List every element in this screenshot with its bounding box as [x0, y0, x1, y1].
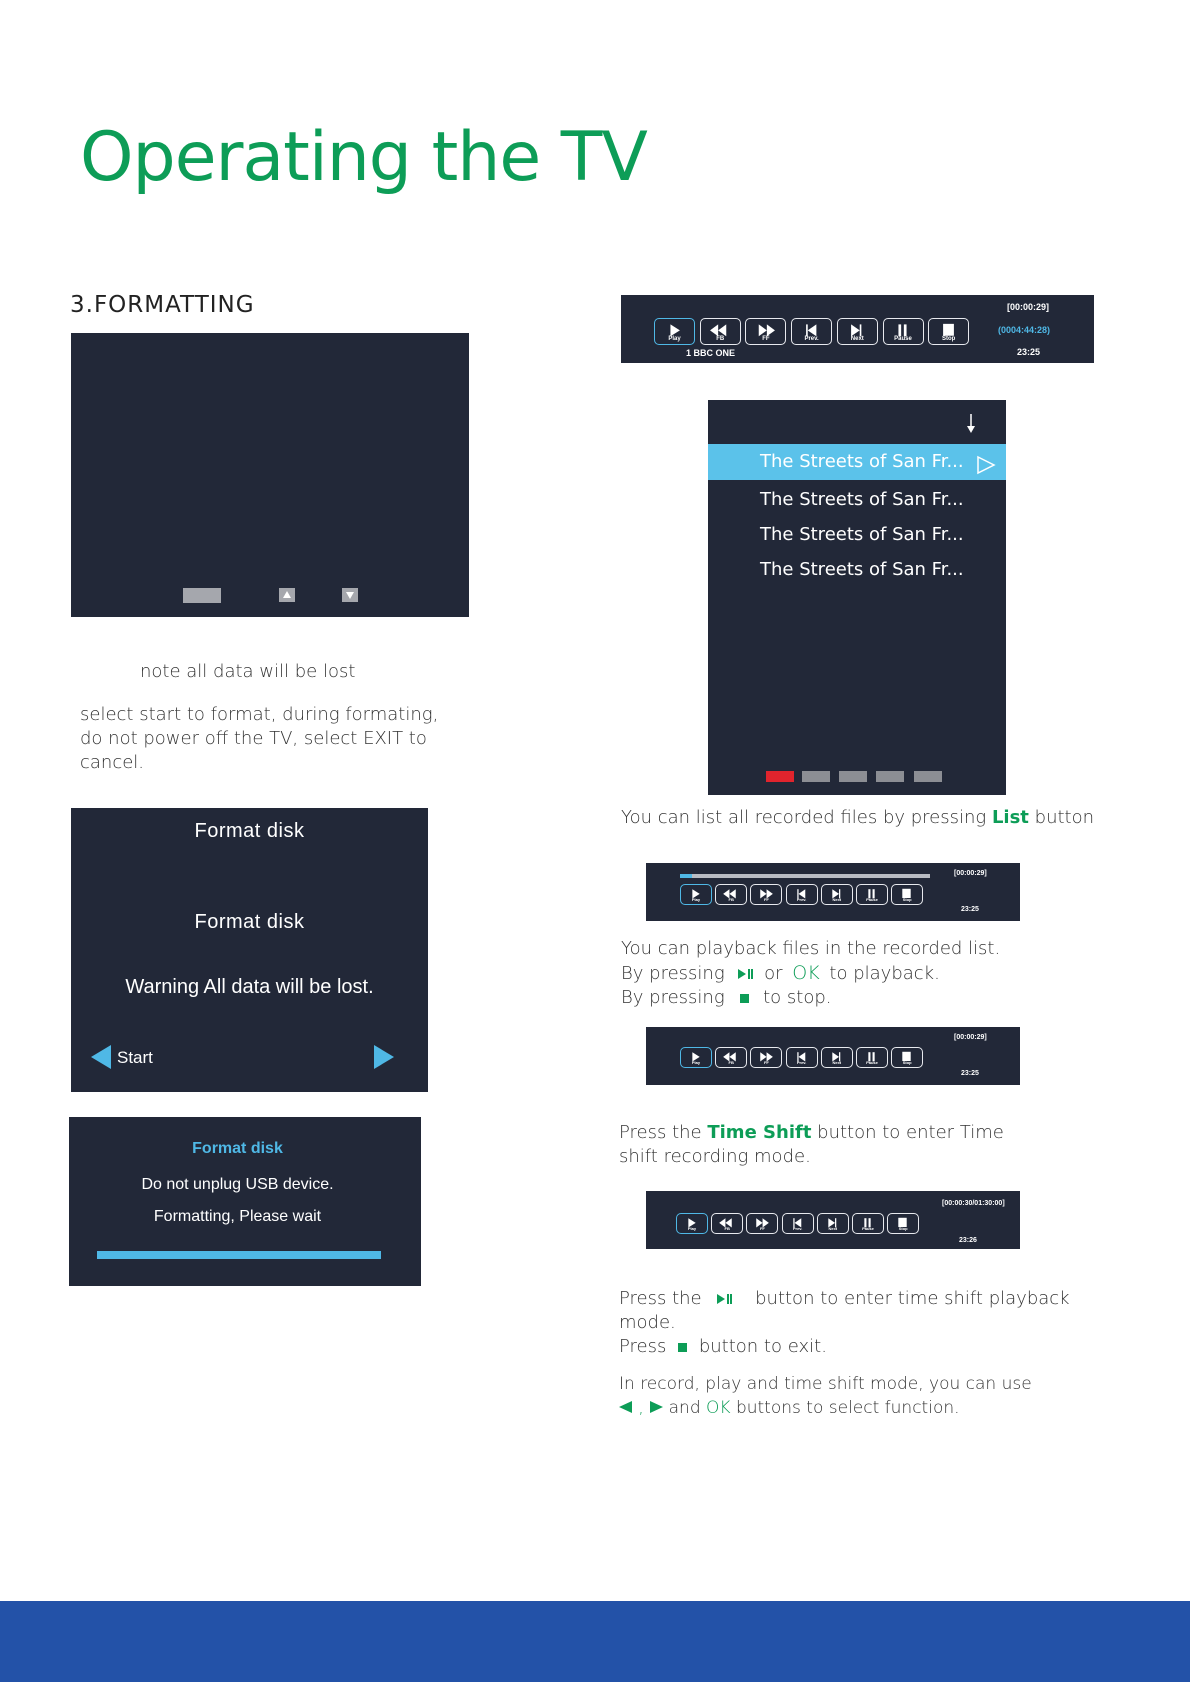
fb-button[interactable] — [715, 1047, 747, 1068]
format-note: note all data will be lost — [140, 661, 356, 682]
button-label: Pause — [866, 897, 878, 902]
progress-bar-fill — [97, 1251, 381, 1259]
color-key-red[interactable] — [766, 771, 794, 782]
list-caption — [621, 806, 1121, 830]
button-label: FF — [763, 897, 769, 902]
stop-button[interactable] — [891, 884, 923, 905]
timeshift-instructions — [619, 1121, 1039, 1169]
button-label: Prev. — [804, 336, 819, 342]
total-duration: (0004:44:28) — [998, 325, 1051, 335]
next-button[interactable] — [821, 884, 853, 905]
color-key-3[interactable] — [839, 771, 867, 782]
color-key-4[interactable] — [876, 771, 904, 782]
button-label: Next — [850, 336, 864, 342]
recorded-file-title: The Streets of San Fr... — [760, 489, 964, 510]
right-key-icon — [649, 1396, 663, 1420]
button-label: Pause — [862, 1226, 874, 1231]
playback-bar-3 — [646, 1027, 1020, 1085]
list-caption-after: button — [1028, 807, 1095, 828]
recorded-file-title: The Streets of San Fr... — [760, 559, 964, 580]
seek-track — [680, 874, 930, 878]
stop-button[interactable] — [928, 318, 969, 345]
play-pause-icon — [738, 962, 758, 986]
timeshift-a: Press the — [619, 1122, 708, 1143]
button-label: Pause — [894, 336, 912, 342]
playback-line1: You can playback files in the recorded list. — [621, 938, 1001, 959]
ff-button[interactable] — [746, 1213, 778, 1234]
prev-button[interactable] — [782, 1213, 814, 1234]
stop-button[interactable] — [891, 1047, 923, 1068]
channel-label: 1 BBC ONE — [686, 348, 736, 358]
page-title: Operating the TV — [80, 118, 647, 197]
button-label: FB — [728, 1060, 734, 1065]
button-label: Next — [832, 1060, 842, 1065]
playback-line2 — [621, 961, 1081, 986]
button-label: FF — [763, 1060, 769, 1065]
elapsed-time-2: [00:00:29] — [954, 870, 987, 877]
button-label: FB — [716, 336, 725, 342]
start-button[interactable]: Start — [117, 1048, 153, 1067]
recorded-file-title: The Streets of San Fr... — [760, 451, 964, 472]
button-label: Stop — [902, 1060, 912, 1065]
play-button[interactable] — [654, 318, 695, 345]
clock-4: 23:26 — [959, 1237, 977, 1244]
fb-button[interactable] — [700, 318, 741, 345]
mode-line1: In record, play and time shift mode, you can use — [619, 1374, 1032, 1394]
right-arrow-icon[interactable] — [372, 1045, 394, 1074]
stop-button[interactable] — [887, 1213, 919, 1234]
page-footer — [0, 1601, 1190, 1682]
fb-button[interactable] — [711, 1213, 743, 1234]
dialog-subtitle: Format disk — [194, 911, 305, 933]
recorded-file-item[interactable] — [708, 444, 1006, 480]
dialog-title: Format disk — [194, 820, 305, 842]
timeshift-time: [00:00:30/01:30:00] — [942, 1200, 1005, 1207]
playback-bar-4 — [646, 1191, 1020, 1249]
fb-button[interactable] — [715, 884, 747, 905]
list-caption-before: You can list all recorded files by pressing — [621, 807, 992, 828]
formatting-progress-dialog — [69, 1117, 421, 1286]
playback-line2-or: or — [764, 963, 783, 984]
mode-and: and — [668, 1398, 701, 1418]
next-button[interactable] — [821, 1047, 853, 1068]
format-disk-dialog — [71, 808, 428, 1092]
prev-button[interactable] — [786, 884, 818, 905]
color-key-5[interactable] — [914, 771, 942, 782]
elapsed-time: [00:00:29] — [1007, 302, 1050, 312]
screen-button[interactable] — [183, 588, 221, 603]
stop-icon-2 — [678, 1343, 687, 1352]
pause-button[interactable] — [852, 1213, 884, 1234]
button-label: FF — [759, 1226, 765, 1231]
clock-3: 23:25 — [961, 1070, 979, 1077]
left-key-icon — [619, 1396, 633, 1420]
tsp-line2: mode. — [619, 1312, 676, 1333]
recorded-file-item[interactable] — [708, 482, 1006, 518]
progress-line1: Do not unplug USB device. — [141, 1176, 334, 1193]
elapsed-time-3: [00:00:29] — [954, 1034, 987, 1041]
button-label: Stop — [902, 897, 912, 902]
button-label: FF — [762, 336, 770, 342]
seek-fill — [680, 874, 692, 878]
clock: 23:25 — [1017, 347, 1041, 357]
button-label: Stop — [942, 336, 956, 342]
playback-line2-a: By pressing — [621, 963, 725, 984]
stop-icon — [740, 994, 749, 1003]
ok-key-label-2: OK — [706, 1398, 731, 1418]
ok-key-label: OK — [792, 962, 820, 984]
button-label: Prev. — [796, 1060, 807, 1065]
up-arrow-icon[interactable] — [279, 588, 295, 602]
tsp-line3 — [619, 1335, 1079, 1359]
tsp-line1-a: Press the — [619, 1288, 702, 1309]
button-label: Stop — [898, 1226, 908, 1231]
button-label: Play — [687, 1226, 697, 1231]
playback-line2-b: to playback. — [829, 963, 940, 984]
prev-button[interactable] — [791, 318, 832, 345]
tsp-line1 — [619, 1287, 1079, 1311]
playback-bar — [621, 295, 1094, 363]
playback-line3-b: to stop. — [763, 987, 832, 1008]
pause-button[interactable] — [883, 318, 924, 345]
button-label: Next — [828, 1226, 838, 1231]
play-pause-icon-2 — [717, 1287, 737, 1311]
ff-button[interactable] — [750, 1047, 782, 1068]
playback-line3-a: By pressing — [621, 987, 725, 1008]
ff-button[interactable] — [745, 318, 786, 345]
playback-line3 — [621, 986, 1081, 1010]
play-button[interactable] — [676, 1213, 708, 1234]
play-button[interactable] — [680, 1047, 712, 1068]
color-key-2[interactable] — [802, 771, 830, 782]
format-text: select start to format, during formating, do not power off the TV, select EXIT to cancel. — [80, 704, 439, 773]
button-label: Next — [832, 897, 842, 902]
recorded-file-item[interactable] — [708, 552, 1006, 588]
list-keyword: List — [991, 807, 1029, 828]
ff-button[interactable] — [750, 884, 782, 905]
button-label: Prev. — [796, 897, 807, 902]
recorded-file-title: The Streets of San Fr... — [760, 524, 964, 545]
format-screen — [71, 333, 469, 617]
tsp-line1-b: button to enter time shift playback — [755, 1288, 1070, 1309]
pause-button[interactable] — [856, 1047, 888, 1068]
button-label: FB — [728, 897, 734, 902]
button-label: Play — [691, 1060, 701, 1065]
next-button[interactable] — [817, 1213, 849, 1234]
left-arrow-icon[interactable] — [91, 1045, 113, 1074]
timeshift-playback-instructions — [619, 1287, 1079, 1359]
section-heading: 3.FORMATTING — [70, 292, 255, 318]
button-label: Play — [691, 897, 701, 902]
mode-comma: , — [638, 1398, 644, 1418]
down-arrow-icon[interactable] — [342, 588, 358, 602]
mode-line2-b: buttons to select function. — [735, 1398, 960, 1418]
mode-line2 — [619, 1396, 1079, 1420]
play-button[interactable] — [680, 884, 712, 905]
progress-line2: Formatting, Please wait — [153, 1208, 322, 1225]
button-label: FB — [724, 1226, 730, 1231]
next-button[interactable] — [837, 318, 878, 345]
playback-instructions — [621, 937, 1081, 1010]
clock-2: 23:25 — [961, 906, 979, 913]
button-label: Pause — [866, 1060, 878, 1065]
pause-button[interactable] — [856, 884, 888, 905]
sort-arrow-icon — [966, 414, 976, 439]
tsp-line3-a: Press — [619, 1336, 667, 1357]
recorded-file-item[interactable] — [708, 517, 1006, 553]
button-label: Play — [668, 336, 681, 342]
dialog-warning: Warning All data will be lost. — [125, 976, 374, 998]
progress-track — [97, 1251, 381, 1259]
recorded-list-screen — [708, 400, 1006, 795]
prev-button[interactable] — [786, 1047, 818, 1068]
timeshift-b: button to enter Time shift recording mode. — [619, 1122, 1004, 1167]
playback-bar-2 — [646, 863, 1020, 921]
tsp-line3-b: button to exit. — [698, 1336, 827, 1357]
button-label: Prev. — [792, 1226, 803, 1231]
mode-instructions — [619, 1372, 1079, 1420]
timeshift-keyword: Time Shift — [707, 1122, 812, 1143]
progress-title: Format disk — [192, 1140, 283, 1157]
